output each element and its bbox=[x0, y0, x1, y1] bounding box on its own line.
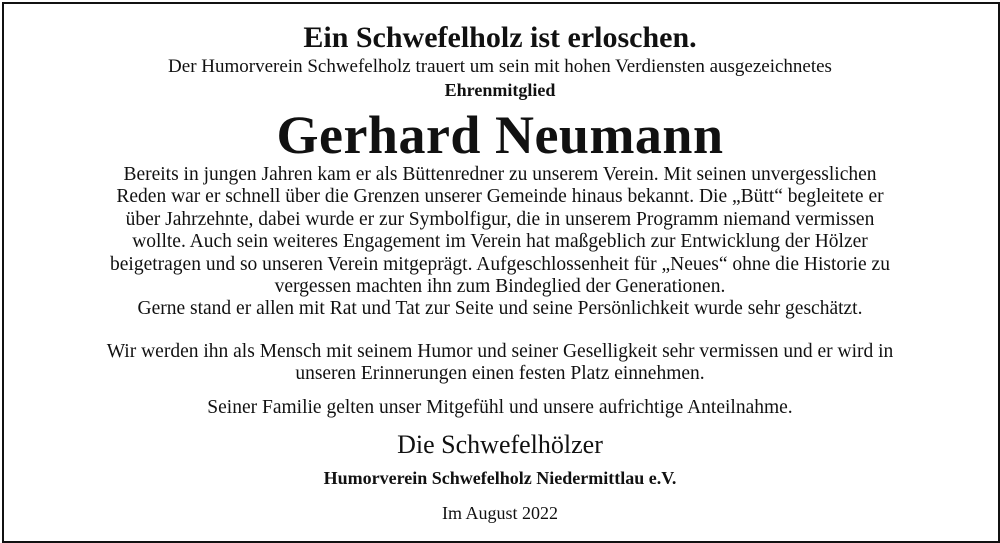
tribute-line: Reden war er schnell über die Grenzen unserer Gemeinde hinaus bekannt. Die „Bütt“ begleitete er bbox=[116, 186, 884, 208]
remembrance-line: Wir werden ihn als Mensch mit seinem Humor und seiner Geselligkeit sehr vermissen und er wird in bbox=[106, 341, 894, 362]
headline: Ein Schwefelholz ist erloschen. bbox=[303, 21, 697, 54]
deceased-name: Gerhard Neumann bbox=[276, 105, 724, 165]
tribute-line: wollte. Auch sein weiteres Engagement im Verein hat maßgeblich zur Entwicklung der Hölzer bbox=[132, 231, 868, 253]
organization-name: Humorverein Schwefelholz Niedermittlau e.V. bbox=[323, 468, 677, 488]
remembrance-line: unseren Erinnerungen einen festen Platz einnehmen. bbox=[295, 363, 705, 385]
tribute-line: beigetragen und so unseren Verein mitgeprägt. Aufgeschlossenheit für „Neues“ ohne die Historie zu bbox=[110, 253, 890, 275]
honor-title: Ehrenmitglied bbox=[444, 80, 556, 100]
signature: Die Schwefelhölzer bbox=[397, 430, 603, 459]
condolence-paragraph bbox=[0, 397, 1000, 419]
condolence-line: Seiner Familie gelten unser Mitgefühl und unsere aufrichtige Anteilnahme. bbox=[207, 397, 793, 418]
tribute-paragraph bbox=[0, 164, 1000, 321]
tribute-line: Gerne stand er allen mit Rat und Tat zur Seite und seine Persönlichkeit wurde sehr geschätzt. bbox=[137, 298, 863, 320]
intro-text: Der Humorverein Schwefelholz trauert um sein mit hohen Verdiensten ausgezeichnetes bbox=[168, 56, 832, 77]
tribute-line: vergessen machten ihn zum Bindeglied der Generationen. bbox=[274, 276, 726, 298]
tribute-line: Bereits in jungen Jahren kam er als Büttenredner zu unserem Verein. Mit seinen unvergesslichen bbox=[123, 164, 877, 185]
remembrance-paragraph bbox=[0, 341, 1000, 386]
date-line: Im August 2022 bbox=[441, 503, 558, 523]
tribute-line: über Jahrzehnte, dabei wurde er zur Symbolfigur, die in unserem Programm niemand vermissen bbox=[125, 208, 875, 230]
